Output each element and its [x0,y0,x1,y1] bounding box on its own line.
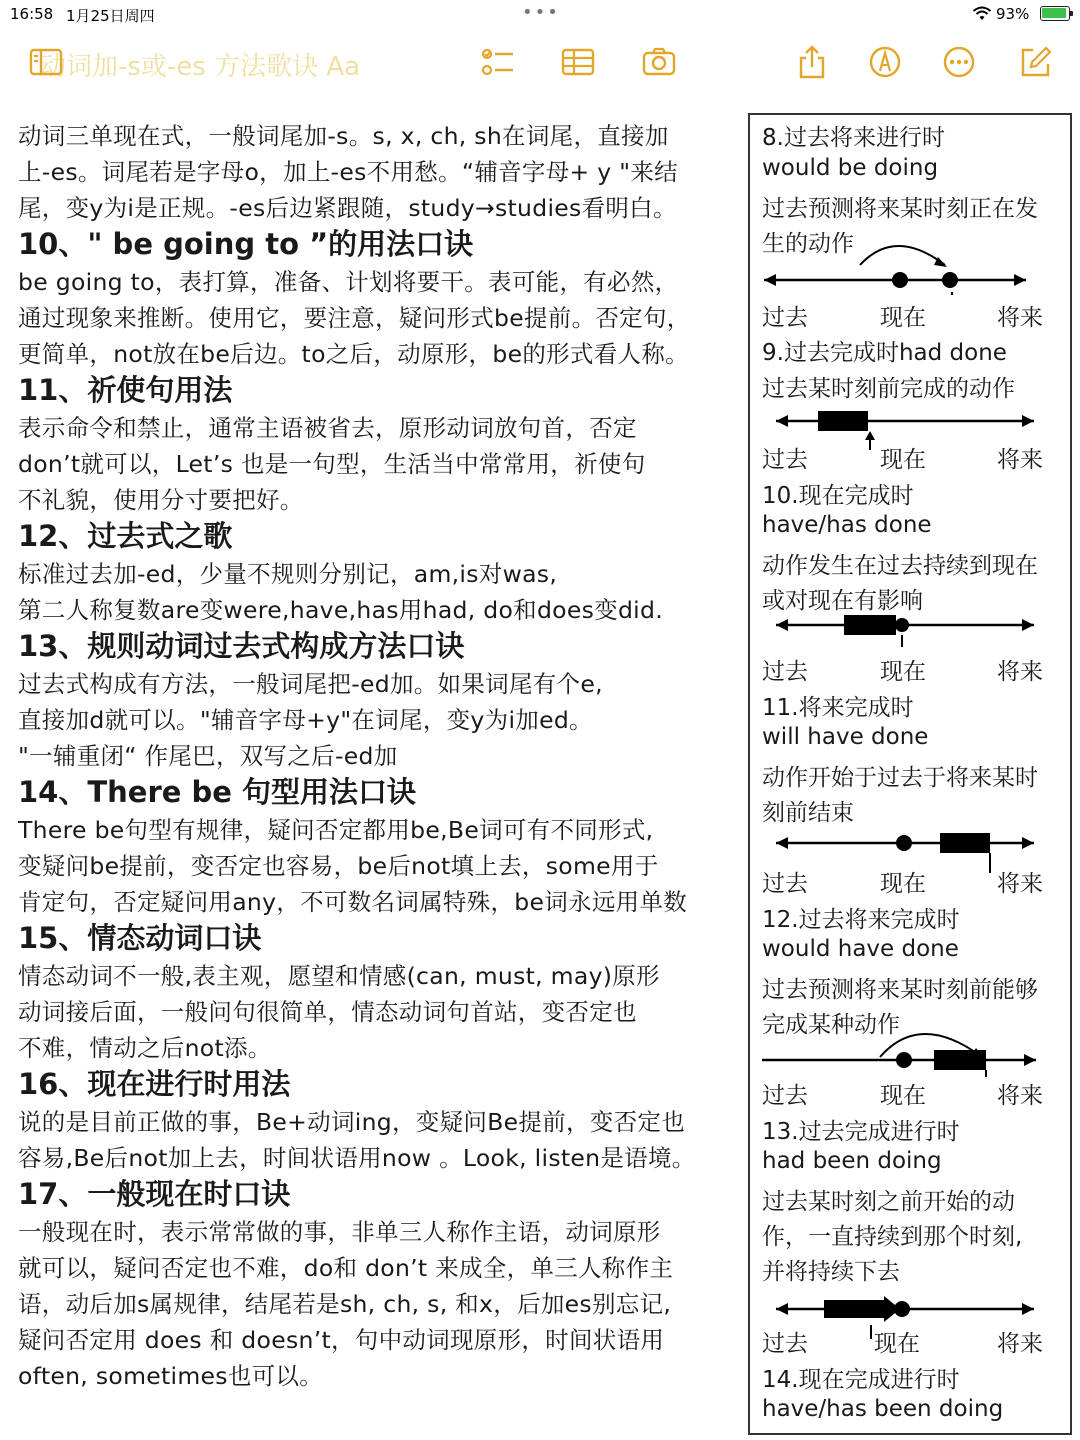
note-line: be going to，表打算，准备、计划将要干。表可能，有必然， [18,268,679,296]
tense-title: 11.将来完成时 [762,695,914,721]
tense-title: 13.过去完成进行时 [762,1119,960,1145]
notes-toolbar [0,30,1080,96]
markup-pen-icon[interactable] [867,44,903,80]
label-now: 现在 [880,659,926,685]
more-icon[interactable] [941,44,977,80]
label-past: 过去 [762,1083,808,1109]
label-future: 将来 [997,447,1043,473]
label-now: 现在 [880,305,926,331]
label-past: 过去 [762,305,808,331]
battery-percent: 93% [996,5,1030,23]
note-line: 不难，情动之后not添。 [18,1034,272,1062]
section-heading: 11、祈使句用法 [18,373,233,407]
label-now: 现在 [880,447,926,473]
section-heading: 17、一般现在时口诀 [18,1177,291,1211]
note-line: don’t就可以，Let’s 也是一句型，生活当中常常用，祈使句 [18,450,646,478]
wifi-icon [972,6,992,26]
note-line: 直接加d就可以。"辅音字母+y"在词尾，变y为i加ed。 [18,706,593,734]
note-line: 情态动词不一般,表主观，愿望和情感(can, must, may)原形 [18,962,660,990]
status-bar [0,0,1080,30]
note-line: 上-es。词尾若是字母o，加上-es不用愁。“辅音字母+ y "来结 [18,158,678,186]
tense-title: 8.过去将来进行时 [762,125,945,151]
tense-form: would have done [762,936,959,962]
timeline-diagram [750,813,1070,873]
section-heading: 14、There be 句型用法口诀 [18,775,417,809]
section-heading: 16、现在进行时用法 [18,1067,291,1101]
label-now: 现在 [880,1083,926,1109]
label-past: 过去 [762,871,808,897]
note-line: 一般现在时，表示常常做的事，非单三人称作主语，动词原形 [18,1218,661,1246]
tense-desc: 动作发生在过去持续到现在 [762,553,1038,579]
timeline-diagram [750,1017,1070,1077]
tense-desc: 过去预测将来某时刻前能够 [762,977,1038,1003]
note-line: 第二人称复数are变were,have,has用had, do和does变did. [18,596,663,624]
battery-icon [1040,6,1070,21]
status-date: 1月25日周四 [66,7,155,25]
note-line: 容易,Be后not加上去，时间状语用now 。Look, listen是语境。 [18,1144,696,1172]
note-line: 更简单，not放在be后边。to之后，动原形，be的形式看人称。 [18,340,689,368]
tense-form: have/has been doing [762,1396,1004,1422]
note-line: 尾，变y为i是正规。-es后边紧跟随，study→studies看明白。 [18,194,677,222]
section-heading: 10、" be going to ”的用法口诀 [18,227,474,261]
tense-desc: 过去预测将来某时刻正在发 [762,196,1038,222]
label-future: 将来 [997,305,1043,331]
camera-icon[interactable] [641,44,677,80]
label-future: 将来 [997,1331,1043,1357]
tense-desc: 刻前结束 [762,800,854,826]
tense-title: 12.过去将来完成时 [762,907,960,933]
label-past: 过去 [762,659,808,685]
label-future: 将来 [997,659,1043,685]
note-body-left[interactable] [18,118,730,1394]
section-heading: 12、过去式之歌 [18,519,233,553]
tense-desc: 并将持续下去 [762,1259,900,1285]
label-now: 现在 [874,1331,920,1357]
tense-desc: 动作开始于过去于将来某时 [762,765,1038,791]
compose-icon[interactable] [1017,44,1053,80]
note-line: 动词三单现在式，一般词尾加-s。s, x, ch, sh在词尾，直接加 [18,122,669,150]
tense-form: had been doing [762,1148,942,1174]
checklist-icon[interactable] [480,44,516,80]
note-line: 变疑问be提前，变否定也容易，be后not填上去，some用于 [18,852,659,880]
section-heading: 15、情态动词口诀 [18,921,262,955]
note-line: "一辅重闭“ 作尾巴，双写之后-ed加 [18,742,398,770]
note-line: 就可以，疑问否定也不难，do和 don’t 来成全，单三人称作主 [18,1254,674,1282]
tense-desc: 过去某时刻前完成的动作 [762,376,1015,402]
tense-title: 9.过去完成时had done [762,340,1007,366]
note-line: 通过现象来推断。使用它，要注意，疑问形式be提前。否定句， [18,304,691,332]
tense-title: 10.现在完成时 [762,483,914,509]
note-line: 不礼貌，使用分寸要把好。 [18,486,304,514]
note-line: 标准过去加-ed，少量不规则分别记，am,is对was, [18,560,558,588]
note-line: 语，动后加s属规律，结尾若是sh, ch, s, 和x，后加es别忘记, [18,1290,672,1318]
tense-form: have/has done [762,512,932,538]
label-future: 将来 [997,871,1043,897]
timeline-diagram [750,235,1070,295]
note-line: There be句型有规律，疑问否定都用be,Be词可有不同形式, [18,816,654,844]
tense-desc: 作，一直持续到那个时刻, [762,1224,1023,1250]
share-icon[interactable] [794,44,830,80]
section-heading: 13、规则动词过去式构成方法口诀 [18,629,465,663]
table-icon[interactable] [560,44,596,80]
status-time: 16:58 [10,5,54,23]
sidebar-icon[interactable] [28,44,64,80]
tense-desc: 生的动作 [762,231,854,257]
note-line: 疑问否定用 does 和 doesn’t，句中动词现原形，时间状语用 [18,1326,665,1354]
timeline-diagram [750,595,1070,655]
note-line: 动词接后面，一般问句很简单，情态动词句首站，变否定也 [18,998,637,1026]
note-line: often, sometimes也可以。 [18,1362,324,1390]
tense-desc: 或对现在有影响 [762,588,923,614]
note-line: 过去式构成有方法，一般词尾把-ed加。如果词尾有个e, [18,670,603,698]
note-line: 说的是目前正做的事，Be+动词ing，变疑问Be提前，变否定也 [18,1108,685,1136]
label-past: 过去 [762,447,808,473]
tense-form: would be doing [762,155,939,181]
tense-form: will have done [762,724,929,750]
multitasking-dots-icon[interactable]: ••• [522,2,560,23]
tense-timeline-box[interactable] [748,113,1072,1435]
faded-note-title: 动词加-s或-es 方法歌诀 Aa [40,52,361,82]
note-line: 肯定句，否定疑问用any，不可数名词属特殊，be词永远用单数 [18,888,688,916]
label-now: 现在 [880,871,926,897]
tense-desc: 过去某时刻之前开始的动 [762,1189,1015,1215]
tense-title: 14.现在完成进行时 [762,1367,960,1393]
label-past: 过去 [762,1331,808,1357]
label-future: 将来 [997,1083,1043,1109]
tense-desc: 完成某种动作 [762,1012,900,1038]
note-line: 表示命令和禁止，通常主语被省去，原形动词放句首，否定 [18,414,637,442]
